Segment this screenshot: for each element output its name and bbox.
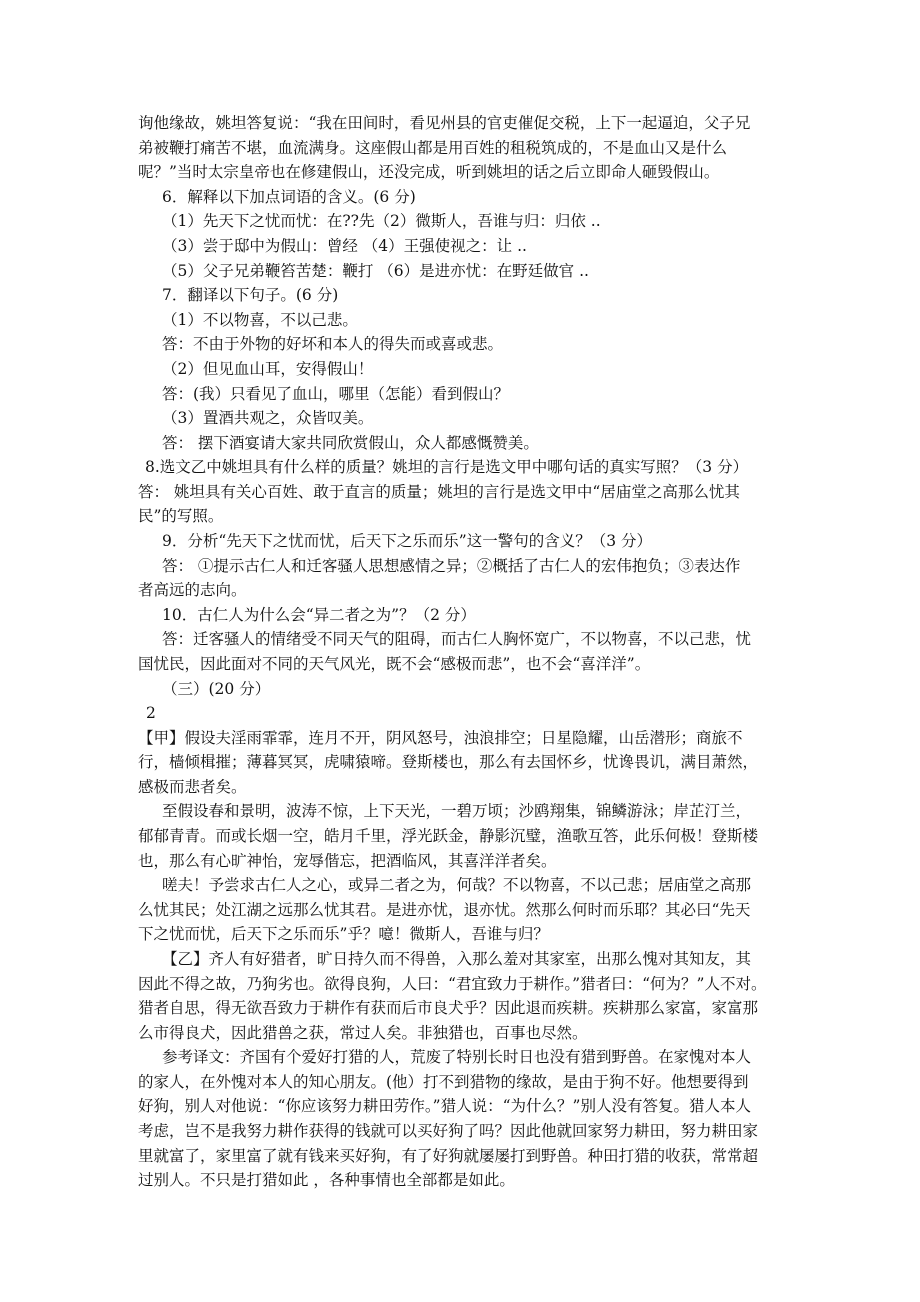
text-line: 民”的写照。: [138, 507, 224, 525]
question-6-heading: 6．解释以下加点词语的含义。(6 分): [162, 188, 416, 206]
text-line: 感极而悲者矣。: [138, 778, 247, 796]
text-line: 考虑，岂不是我努力耕作获得的钱就可以买好狗了吗？因此他就回家努力耕田，努力耕田家: [138, 1122, 759, 1140]
question-10-heading: 10．古仁人为什么会“异二者之为”？（2 分）: [162, 606, 476, 624]
question-8-heading: 8.选文乙中姚坦具有什么样的质量？姚坦的言行是选文甲中哪句话的真实写照？（3 分）: [145, 458, 749, 476]
text-line: （5）父子兄弟鞭笞苦楚：鞭打 （6）是进亦忧：在野廷做官 ..: [162, 262, 589, 280]
text-line: 过别人。不只是打猎如此 ，各种事情也全部都是如此。: [138, 1171, 515, 1189]
text-line: 因此不得之故，乃狗劣也。欲得良狗，人曰：“君宜致力于耕作。”猎者曰：“何为？”人不对。: [138, 975, 767, 993]
text-line: 行，樯倾楫摧；薄暮冥冥，虎啸猿啼。登斯楼也，那么有去国怀乡，忧谗畏讥，满目萧然，: [138, 753, 759, 771]
text-line: 郁郁青青。而或长烟一空，皓月千里，浮光跃金，静影沉璧，渔歌互答，此乐何极！登斯楼: [138, 827, 759, 845]
text-line: 呢？”当时太宗皇帝也在修建假山，还没完成，听到姚坦的话之后立即命人砸毁假山。: [138, 163, 720, 181]
text-line: 国忧民，因此面对不同的天气风光，既不会“感极而悲”，也不会“喜洋洋”。: [138, 655, 651, 673]
text-line: （3）尝于邸中为假山：曾经 （4）王强使视之：让 ..: [162, 237, 527, 255]
answer-line: 答： ①提示古仁人和迁客骚人思想感情之异；②概括了古仁人的宏伟抱负；③表达作: [162, 557, 741, 575]
answer-line: 答： 姚坦具有关心百姓、敢于直言的质量；姚坦的言行是选文甲中“居庙堂之高那么忧其: [138, 483, 740, 501]
text-line: 么市得良犬，因此猎兽之获，常过人矣。非独猎也，百事也尽然。: [138, 1024, 588, 1042]
translation-line: 参考译文：齐国有个爱好打猎的人，荒废了特别长时日也没有猎到野兽。在家愧对本人: [162, 1048, 752, 1066]
section-number: 2: [146, 704, 156, 722]
answer-line: 答： 摆下酒宴请大家共同欣赏假山，众人都感慨赞美。: [162, 434, 539, 452]
question-9-heading: 9．分析“先天下之忧而忧，后天下之乐而乐”这一警句的含义？（3 分）: [162, 532, 653, 550]
text-line: （2）但见血山耳，安得假山！: [162, 360, 374, 378]
text-line: 么忧其民；处江湖之远那么忧其君。是进亦忧，退亦忧。然那么何时而乐耶？其必曰“先天: [138, 901, 751, 919]
text-line: 的家人，在外愧对本人的知心朋友。(他）打不到猎物的缘故，是由于狗不好。他想要得到: [138, 1073, 749, 1091]
passage-jia-line: 【甲】假设夫淫雨霏霏，连月不开，阴风怒号，浊浪排空；日星隐耀，山岳潜形；商旅不: [138, 729, 743, 747]
section-heading: （三）(20 分）: [162, 680, 271, 698]
text-line: 询他缘故，姚坦答复说：“我在田间时，看见州县的官吏催促交税，上下一起逼迫，父子兄: [138, 114, 751, 132]
answer-line: 答：迁客骚人的情绪受不同天气的阻碍，而古仁人胸怀宽广，不以物喜，不以己悲，忧: [162, 630, 752, 648]
text-line: 者高远的志向。: [138, 581, 247, 599]
question-7-heading: 7．翻译以下句子。(6 分): [162, 286, 339, 304]
text-line: 猎者自思，得无欲吾致力于耕作有获而后市良犬乎？因此退而疾耕。疾耕那么家富，家富那: [138, 999, 759, 1017]
text-line: 下之忧而忧，后天下之乐而乐”乎？噫！微斯人，吾谁与归？: [138, 925, 549, 943]
answer-line: 答：(我）只看见了血山，哪里（怎能）看到假山？: [162, 385, 510, 403]
text-line: 至假设春和景明，波涛不惊，上下天光，一碧万顷；沙鸥翔集，锦鳞游泳；岸芷汀兰，: [162, 802, 752, 820]
passage-yi-line: 【乙】齐人有好猎者，旷日持久而不得兽，入那么羞对其家室，出那么愧对其知友，其: [162, 950, 752, 968]
text-line: （1）不以物喜，不以己悲。: [162, 311, 358, 329]
text-line: 也，那么有心旷神怡，宠辱偕忘，把酒临风，其喜洋洋者矣。: [138, 852, 557, 870]
text-line: 嗟夫！予尝求古仁人之心，或异二者之为，何哉？不以物喜，不以己悲；居庙堂之高那: [162, 876, 752, 894]
answer-line: 答：不由于外物的好坏和本人的得失而或喜或悲。: [162, 335, 504, 353]
text-line: 弟被鞭打痛苦不堪，血流满身。这座假山都是用百姓的租税筑成的，不是血山又是什么: [138, 139, 728, 157]
text-line: （3）置酒共观之，众皆叹美。: [162, 409, 374, 427]
text-line: 里就富了，家里富了就有钱来买好狗，有了好狗就屡屡打到野兽。种田打猎的收获，常常超: [138, 1147, 759, 1165]
text-line: 好狗，别人对他说：“你应该努力耕田劳作。”猎人说：“为什么？”别人没有答复。猎人本人: [138, 1097, 751, 1115]
text-line: （1）先天下之忧而忧：在??先（2）微斯人，吾谁与归：归依 ..: [162, 212, 601, 230]
